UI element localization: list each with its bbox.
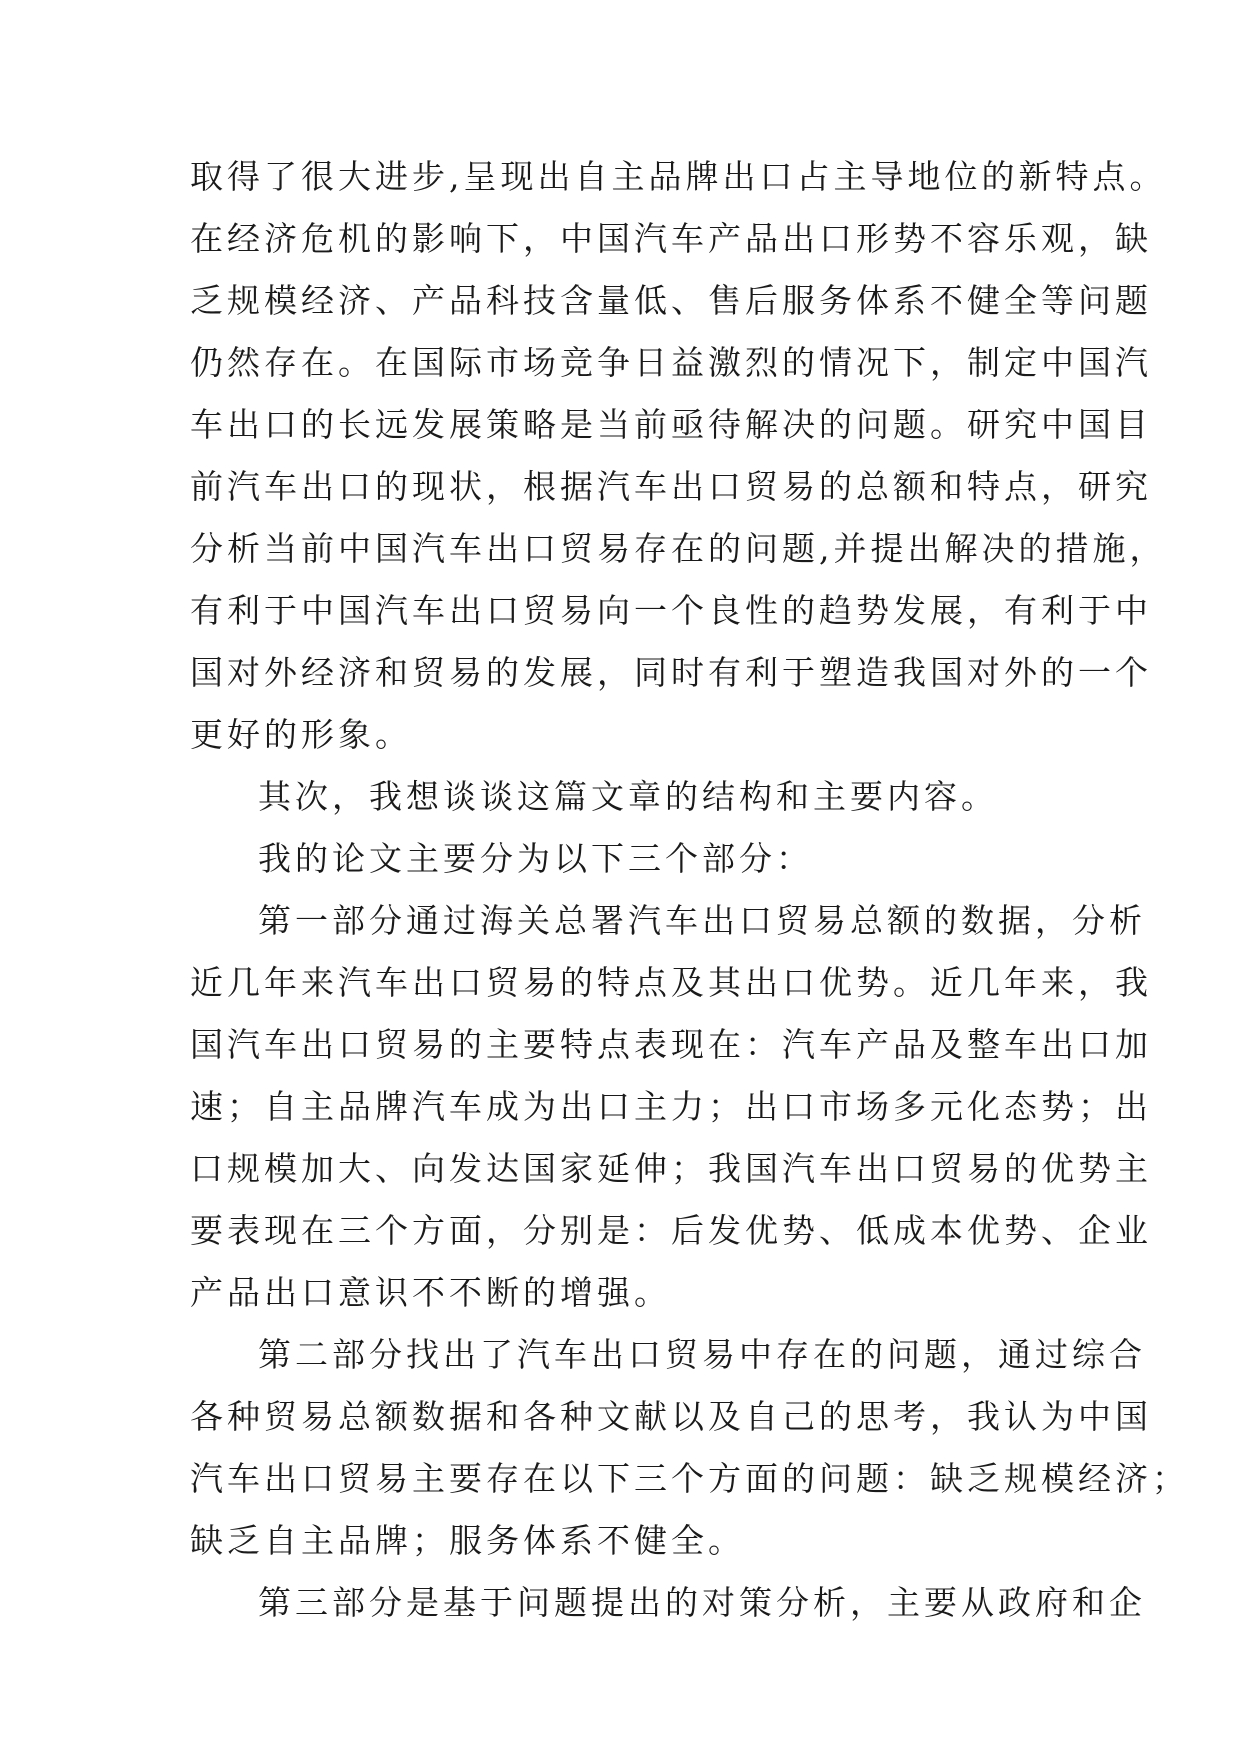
- text-line: 前汽车出口的现状，根据汽车出口贸易的总额和特点，研究: [190, 467, 1152, 506]
- text-line: 我的论文主要分为以下三个部分：: [258, 839, 813, 878]
- text-line: 速；自主品牌汽车成为出口主力；出口市场多元化态势；出: [190, 1087, 1152, 1126]
- text-line: 乏规模经济、产品科技含量低、售后服务体系不健全等问题: [190, 281, 1152, 320]
- text-line: 国汽车出口贸易的主要特点表现在：汽车产品及整车出口加: [190, 1025, 1152, 1064]
- text-line: 要表现在三个方面，分别是：后发优势、低成本优势、企业: [190, 1211, 1152, 1250]
- text-line: 缺乏自主品牌；服务体系不健全。: [190, 1521, 745, 1560]
- text-line: 第二部分找出了汽车出口贸易中存在的问题，通过综合: [258, 1335, 1146, 1374]
- text-line: 车出口的长远发展策略是当前亟待解决的问题。研究中国目: [190, 405, 1152, 444]
- body-text: [190, 146, 1189, 1634]
- text-line: 近几年来汽车出口贸易的特点及其出口优势。近几年来，我: [190, 963, 1152, 1002]
- text-line: 其次，我想谈谈这篇文章的结构和主要内容。: [258, 777, 998, 816]
- text-line: 有利于中国汽车出口贸易向一个良性的趋势发展，有利于中: [190, 591, 1152, 630]
- text-line: 各种贸易总额数据和各种文献以及自己的思考，我认为中国: [190, 1397, 1152, 1436]
- text-line: 分析当前中国汽车出口贸易存在的问题,并提出解决的措施，: [190, 529, 1167, 568]
- text-line: 更好的形象。: [190, 715, 412, 754]
- text-line: 口规模加大、向发达国家延伸；我国汽车出口贸易的优势主: [190, 1149, 1152, 1188]
- text-line: 仍然存在。在国际市场竞争日益激烈的情况下，制定中国汽: [190, 343, 1152, 382]
- text-line: 取得了很大进步,呈现出自主品牌出口占主导地位的新特点。: [190, 157, 1167, 196]
- text-line: 第三部分是基于问题提出的对策分析，主要从政府和企: [258, 1583, 1146, 1622]
- text-line: 产品出口意识不不断的增强。: [190, 1273, 671, 1312]
- text-line: 第一部分通过海关总署汽车出口贸易总额的数据，分析: [258, 901, 1146, 940]
- text-line: 汽车出口贸易主要存在以下三个方面的问题：缺乏规模经济；: [190, 1459, 1189, 1498]
- text-line: 国对外经济和贸易的发展，同时有利于塑造我国对外的一个: [190, 653, 1152, 692]
- text-line: 在经济危机的影响下，中国汽车产品出口形势不容乐观，缺: [190, 219, 1152, 258]
